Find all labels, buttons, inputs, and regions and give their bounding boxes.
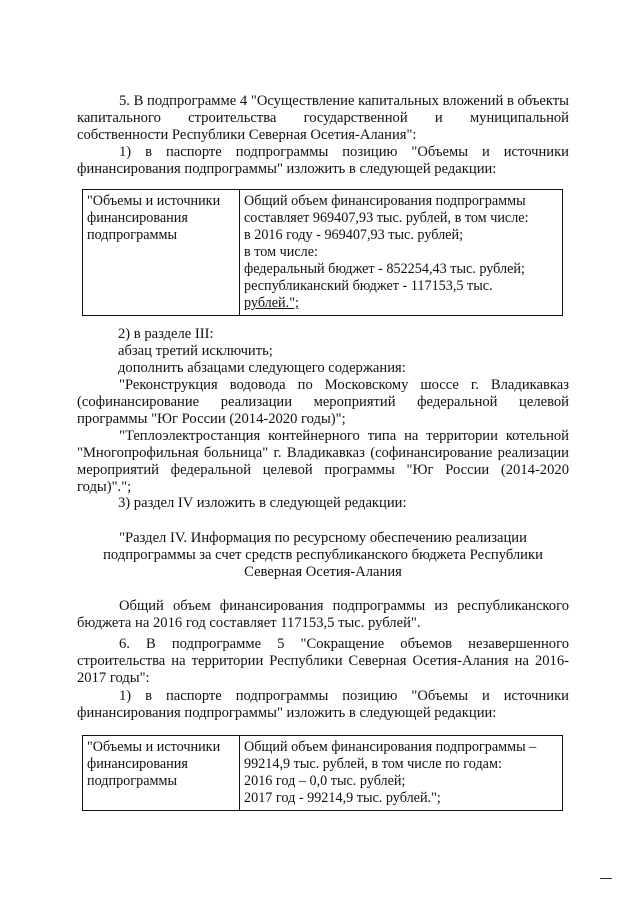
- table-value-line: 2016 год – 0,0 тыс. рублей;: [244, 773, 406, 789]
- table-value-line: республиканский бюджет - 117153,5 тыс.: [244, 278, 493, 294]
- table-value-line: Общий объем финансирования подпрограммы –: [244, 739, 537, 755]
- page-edge-mark: [600, 878, 612, 879]
- table-label-line: подпрограммы: [87, 773, 177, 789]
- section5-item2-a: абзац третий исключить;: [118, 343, 273, 359]
- section5-item2: 2) в разделе III:: [118, 326, 214, 342]
- section5-item2-b: дополнить абзацами следующего содержания:: [118, 360, 406, 376]
- section6-item1: 1) в паспорте подпрограммы позицию "Объемы и источники финансирования подпрограммы" изложить в следующей редакции:: [77, 688, 569, 721]
- table-value-line: федеральный бюджет - 852254,43 тыс. рублей;: [244, 261, 525, 277]
- table-label-line: "Объемы и источники: [87, 739, 221, 755]
- table-value-line: в 2016 году - 969407,93 тыс. рублей;: [244, 227, 464, 243]
- table-value-line: 2017 год - 99214,9 тыс. рублей.";: [244, 790, 441, 806]
- section5-total: Общий объем финансирования подпрограммы из республиканского бюджета на 2016 год составляет 117153,5 тыс. рублей".: [77, 598, 569, 631]
- table-value-line: в том числе:: [244, 244, 318, 260]
- table-value-cell: [240, 736, 563, 811]
- table-label-line: финансирования: [87, 756, 188, 772]
- table-value-line: Общий объем финансирования подпрограммы: [244, 193, 526, 209]
- table-label-line: подпрограммы: [87, 227, 177, 243]
- section5-quote2: "Теплоэлектростанция контейнерного типа на территории котельной "Многопрофильная больница" г. Владикавказ (софинансирование реализации мероприятий федеральной целевой программы "Юг России (2014-2020 годы)".";: [77, 428, 569, 495]
- section-heading: [77, 530, 569, 581]
- table-label-cell: [83, 190, 240, 316]
- table-label-line: финансирования: [87, 210, 188, 226]
- table-label-line: "Объемы и источники: [87, 193, 221, 209]
- table-label-cell: [83, 736, 240, 811]
- table-value-cell: [240, 190, 563, 316]
- table-value-line: 99214,9 тыс. рублей, в том числе по годам:: [244, 756, 502, 772]
- heading-line: подпрограммы за счет средств республиканского бюджета Республики: [103, 547, 543, 563]
- section5-quote1: "Реконструкция водовода по Московскому шоссе г. Владикавказ (софинансирование реализации мероприятий федеральной целевой программы "Юг России (2014-2020 годы)";: [77, 377, 569, 427]
- section5-passport-table: [82, 189, 563, 316]
- table-value-line: рублей.";: [244, 295, 299, 311]
- heading-line: Северная Осетия-Алания: [244, 564, 402, 580]
- table-value-line: составляет 969407,93 тыс. рублей, в том числе:: [244, 210, 529, 226]
- section6-passport-table: [82, 735, 563, 811]
- section6-intro: 6. В подпрограмме 5 "Сокращение объемов незавершенного строительства на территории Республики Северная Осетия-Алания на 2016-2017 годы":: [77, 636, 569, 686]
- section5-item3: 3) раздел IV изложить в следующей редакции:: [118, 495, 407, 511]
- heading-line: "Раздел IV. Информация по ресурсному обеспечению реализации: [119, 530, 527, 546]
- section5-item1: 1) в паспорте подпрограммы позицию "Объемы и источники финансирования подпрограммы" изложить в следующей редакции:: [77, 144, 569, 177]
- section5-intro: 5. В подпрограмме 4 "Осуществление капитальных вложений в объекты капитального строительства государственной и муниципальной собственности Республики Северная Осетия-Алания":: [77, 93, 569, 143]
